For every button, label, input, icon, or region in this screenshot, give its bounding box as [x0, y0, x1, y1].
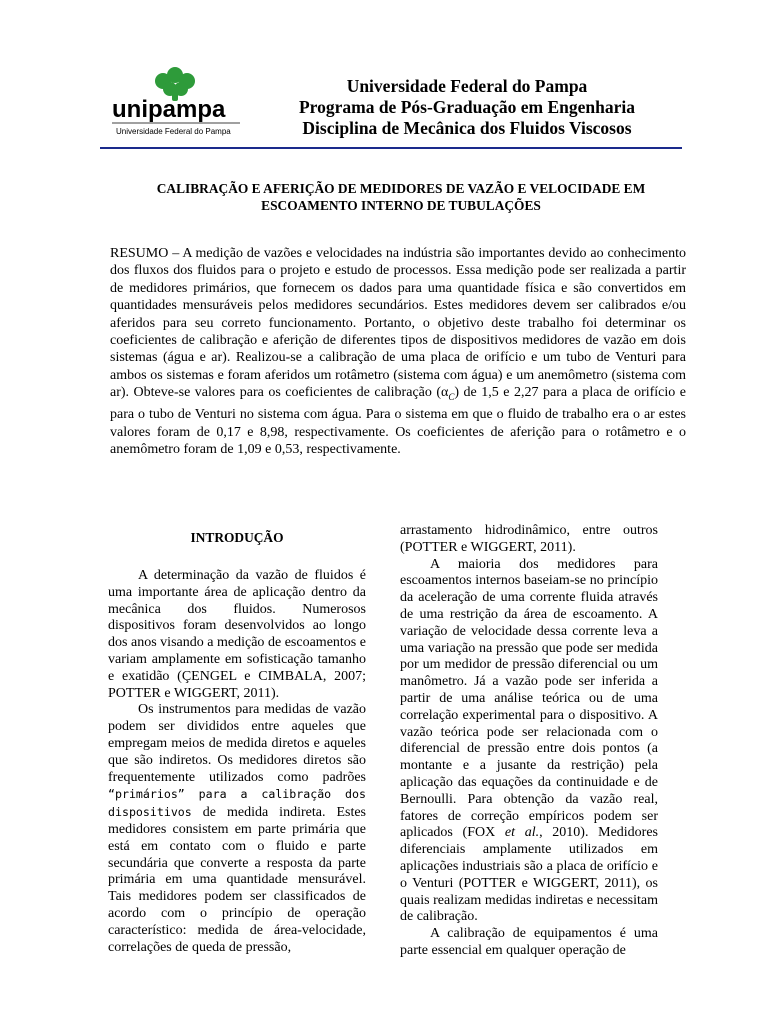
paragraph: A determinação da vazão de fluidos é uma importante área de aplicação dentro da mecânica dos fluidos. Numerosos dispositivos foram desenvolvidos ao longo dos anos visando a medição de escoamentos e variam amplamente em sofisticação tamanho e exatidão (ÇENGEL e CIMBALA, 2007; POTTER e WIGGERT, 2011).: [108, 568, 366, 701]
title-line-2: ESCOAMENTO INTERNO DE TUBULAÇÕES: [261, 198, 541, 213]
logo-subtext: Universidade Federal do Pampa: [116, 127, 231, 136]
alpha-subscript: C: [448, 392, 455, 403]
paragraph: [400, 557, 658, 927]
paragraph-text-cont: de medida indireta. Estes medidores consistem em parte primária que está em contato com o fluido e parte secundária que converte a resposta da parte primária em uma quantidade mensurável. Tais medidores podem ser classificados de acordo com o princípio de operação característico: medida de área-velocidade, correlações de queda de pressão,: [108, 805, 366, 955]
paragraph: arrastamento hidrodinâmico, entre outros (POTTER e WIGGERT, 2011).: [400, 523, 658, 555]
abstract-text: A medição de vazões e velocidades na indústria são importantes devido ao conhecimento dos fluxos dos fluidos para o projeto e estudo de processos. Essa medição pode ser realizada a partir de medidores primários, que fornecem os dados para uma quantidade física e são convertidos em quantidades mensuráveis pelos medidores secundários. Estes medidores devem ser calibrados e/ou aferidos para seu correto funcionamento. Portanto, o objetivo deste trabalho foi determinar os coeficientes de calibração e aferição de diferentes tipos de dispositivos medidores de vazão em dois sistemas (água e ar). Realizou-se a calibração de uma placa de orifício e um tubo de Venturi para ambos os sistemas e foram aferidos um rotâmetro (sistema com água) e um anemômetro (sistema com ar). Obteve-se valores para os coeficientes de calibração (α: [110, 246, 686, 401]
section-heading-introducao: INTRODUÇÃO: [190, 530, 284, 545]
program-name: Programa de Pós-Graduação em Engenharia: [298, 97, 636, 117]
paragraph-text: A maioria dos medidores para escoamentos internos baseiam-se no princípio da aceleração de uma corrente fluida através de uma restrição da área de escoamento. A variação de velocidade dessa corrente leva a uma variação na pressão que pode ser medida por um medidor de pressão diferencial ou um manômetro. Já a vazão pode ser inferida a partir de uma análise teórica ou de uma correlação experimental para o dispositivo. A vazão teórica pode ser relacionada com o diferencial de pressão entre dois pontos (a montante e a jusante da restrição) pela aplicação das equações da continuidade e de Bernoulli. Para obtenção da vazão real, fatores de correção empíricos podem ser aplicados (FOX: [400, 556, 658, 841]
institution-header: [262, 76, 672, 139]
paper-title: [110, 180, 692, 214]
unipampa-logo: [108, 67, 248, 139]
title-line-1: CALIBRAÇÃO E AFERIÇÃO DE MEDIDORES DE VAZÃO E VELOCIDADE EM: [156, 181, 646, 196]
abstract-text-cont: ) de 1,5 e 2,27 para a placa de orifício e para o tubo de Venturi no sistema com água. Para o sistema em que o fluido de trabalho era o ar estes valores foram de 0,17 e 8,98, respectivamente. Os coeficientes de aferição para o rotâmetro e o anemômetro foram de 1,09 e 0,53, respectivamente.: [110, 385, 687, 458]
right-column: [400, 523, 658, 960]
logo-graphic: [108, 67, 248, 139]
paragraph: [108, 702, 366, 956]
abstract-lead: RESUMO –: [110, 246, 180, 261]
paragraph-text: Os instrumentos para medidas de vazão podem ser divididos entre aqueles que empregam meios de medida diretos e aqueles que são indiretos. Os medidores diretos são frequentemente utilizados como padrões: [108, 702, 366, 785]
abstract: [110, 245, 686, 459]
header-divider: [100, 147, 682, 149]
left-column: [108, 529, 366, 956]
paragraph-text-cont: , 2010). Medidores diferenciais amplamente utilizados em aplicações industriais são a placa de orifício e o Venturi (POTTER e WIGGERT, 2011), os quais realizam medidas indiretas e necessitam de calibração.: [400, 825, 659, 925]
logo-wordmark: unipampa: [112, 96, 226, 123]
paragraph: A calibração de equipamentos é uma parte essencial em qualquer operação de: [400, 926, 658, 958]
et-al: et al.: [504, 825, 540, 841]
paragraph-text-mono: “primários” para a calibração dos dispositivos: [108, 787, 366, 820]
course-name: Disciplina de Mecânica dos Fluidos Viscosos: [302, 118, 632, 138]
university-name: Universidade Federal do Pampa: [346, 76, 588, 96]
